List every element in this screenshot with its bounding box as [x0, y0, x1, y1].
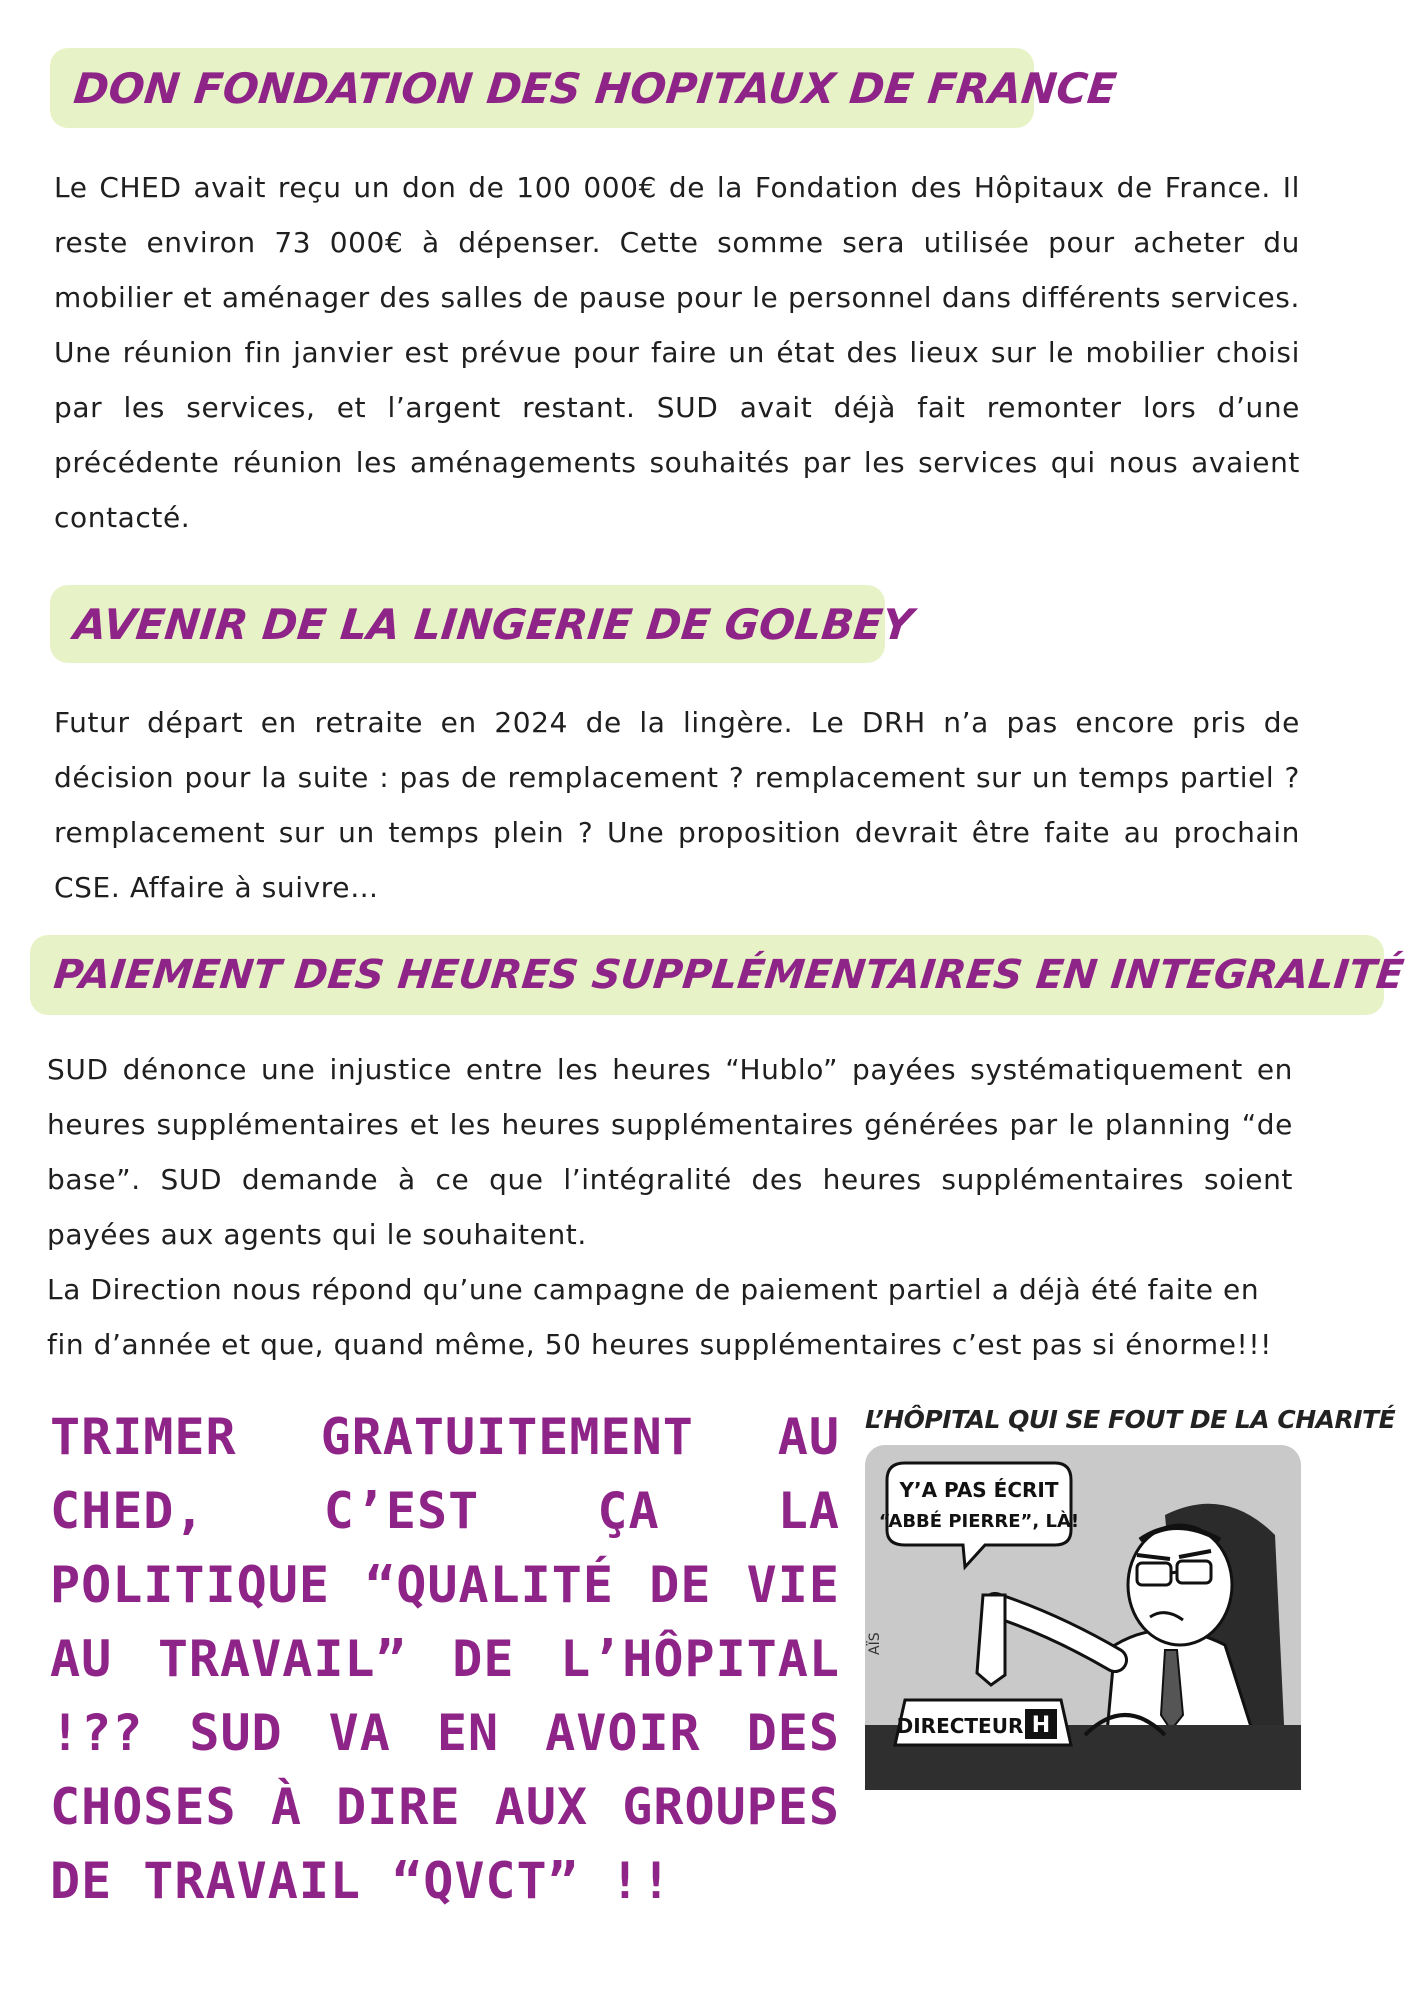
- paragraph: La Direction nous répond qu’une campagne de paiement partiel a déjà été faite en fin d’année et que, quand même, 50 heures supplémentaires c’est pas si énorme!!!: [47, 1273, 1273, 1361]
- slogan-text: TRIMER GRATUITEMENT AU CHED, C’EST ÇA LA POLITIQUE “QUALITÉ DE VIE AU TRAVAIL” DE L’HÔPITAL !?? SUD VA EN AVOIR DES CHOSES À DIRE AUX GROUPES DE TRAVAIL “QVCT” !!: [50, 1408, 840, 1910]
- cartoon-signature: AÏS: [867, 1632, 883, 1655]
- nameplate-text: DIRECTEUR: [896, 1714, 1024, 1738]
- cartoon-title: L’HÔPITAL QUI SE FOUT DE LA CHARITÉ: [865, 1405, 1396, 1434]
- section-heading-lingerie: [50, 585, 916, 663]
- section-body-heures-sup: [47, 1042, 1293, 1372]
- section-heading-text: PAIEMENT DES HEURES SUPPLÉMENTAIRES EN INTEGRALITÉ: [51, 952, 1406, 998]
- section-heading-heures-sup: [30, 935, 1406, 1015]
- nameplate-letter: H: [1031, 1713, 1051, 1738]
- cartoon-illustration: [865, 1405, 1396, 1820]
- section-heading-fondation: [50, 48, 1119, 128]
- paragraph: Le CHED avait reçu un don de 100 000€ de la Fondation des Hôpitaux de France. Il reste environ 73 000€ à dépenser. Cette somme sera utilisée pour acheter du mobilier et aménager des salles de pause pour le personnel dans différents services. Une réunion fin janvier est prévue pour faire un état des lieux sur le mobilier choisi par les services, et l’argent restant. SUD avait déjà fait remonter lors d’une précédente réunion les aménagements souhaités par les services qui nous avaient contacté.: [54, 171, 1300, 534]
- section-heading-text: AVENIR DE LA LINGERIE DE GOLBEY: [71, 599, 916, 649]
- section-heading-text: DON FONDATION DES HOPITAUX DE FRANCE: [71, 63, 1119, 113]
- cartoon-drawing: [865, 1445, 1301, 1820]
- paragraph: SUD dénonce une injustice entre les heures “Hublo” payées systématiquement en heures supplémentaires et les heures supplémentaires générées par le planning “de base”. SUD demande à ce que l’intégralité des heures supplémentaires soient payées aux agents qui le souhaitent.: [47, 1053, 1293, 1251]
- section-body-lingerie: [54, 695, 1300, 915]
- paragraph: Futur départ en retraite en 2024 de la lingère. Le DRH n’a pas encore pris de décision pour la suite : pas de remplacement ? remplacement sur un temps partiel ? remplacement sur un temps plein ? Une proposition devrait être faite au prochain CSE. Affaire à suivre…: [54, 706, 1300, 904]
- speech-line-1: Y’A PAS ÉCRIT: [899, 1478, 1059, 1502]
- speech-line-2: “ABBÉ PIERRE”, LÀ!: [878, 1511, 1080, 1532]
- section-body-fondation: [54, 160, 1300, 545]
